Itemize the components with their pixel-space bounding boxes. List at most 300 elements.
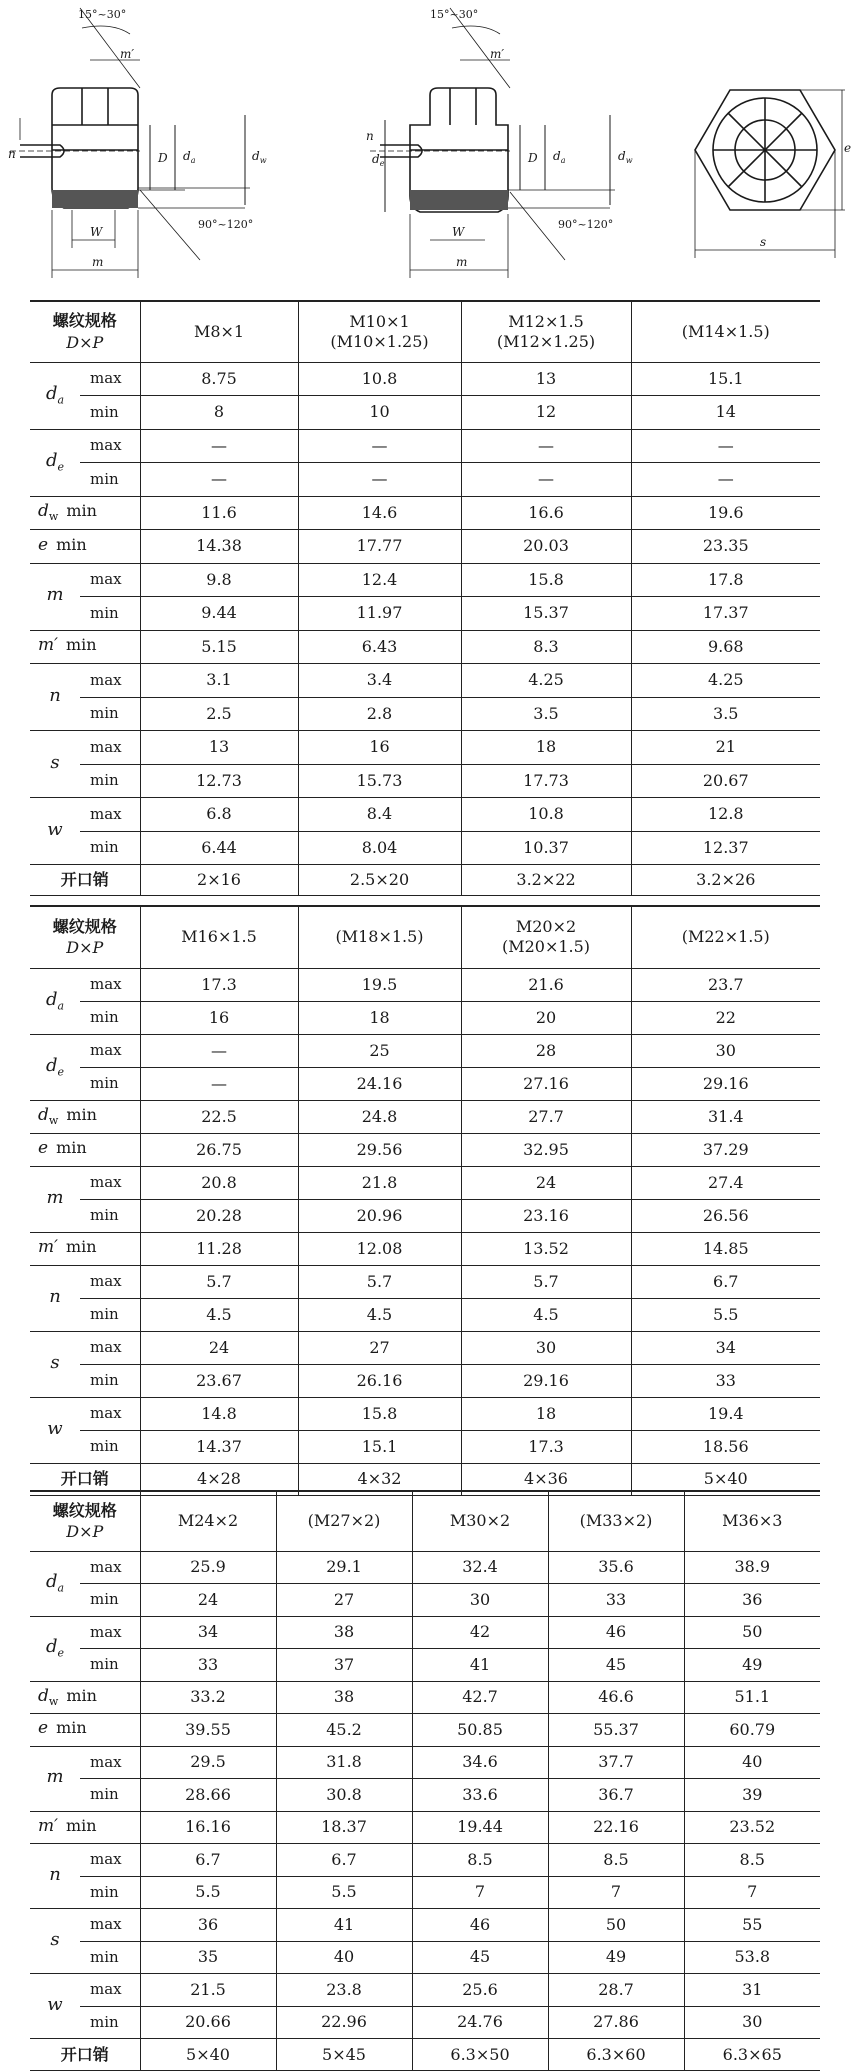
value-cell: 15.1 (298, 1430, 461, 1463)
table-row (30, 597, 820, 631)
angle-top-label: 15°~30° (78, 8, 127, 21)
table-row (30, 1941, 820, 1974)
sub-label-cell: max (80, 563, 140, 597)
spec-table-3 (30, 1490, 820, 2071)
cotter-pin-row (30, 865, 820, 896)
value-cell: 32.4 (412, 1551, 548, 1584)
col-header: M16×1.5 (140, 906, 298, 968)
sub-label-cell: min (80, 1649, 140, 1682)
table-row (30, 764, 820, 798)
parameter-cell: $d_w$ min (30, 1100, 140, 1133)
value-cell: 46 (412, 1909, 548, 1942)
parameter-cell: w (30, 798, 80, 865)
table-row (30, 1616, 820, 1649)
parameter-cell: $d_e$ (30, 429, 80, 496)
table-row (30, 1909, 820, 1942)
value-cell: 6.7 (140, 1844, 276, 1877)
value-cell: 9.68 (631, 630, 820, 664)
sub-label-cell: max (80, 1166, 140, 1199)
value-cell: 31.4 (631, 1100, 820, 1133)
value-cell: 9.44 (140, 597, 298, 631)
table-row (30, 1298, 820, 1331)
value-cell: 42 (412, 1616, 548, 1649)
n-label: n (8, 147, 16, 161)
sub-label-cell: min (80, 463, 140, 497)
value-cell: 25 (298, 1034, 461, 1067)
table-row (30, 1364, 820, 1397)
value-cell: — (298, 463, 461, 497)
value-cell: 33 (548, 1584, 684, 1617)
value-cell: 12.4 (298, 563, 461, 597)
sub-label-cell: min (80, 1067, 140, 1100)
value-cell: 8.5 (548, 1844, 684, 1877)
m-label: m (92, 255, 104, 269)
value-cell: 6.7 (631, 1265, 820, 1298)
value-cell: 19.6 (631, 496, 820, 530)
cotter-pin-row (30, 2039, 820, 2071)
value-cell: 30.8 (276, 1779, 412, 1812)
value-cell: 29.1 (276, 1551, 412, 1584)
table-row (30, 530, 820, 564)
parameter-cell: m′ min (30, 1811, 140, 1844)
value-cell: 33.6 (412, 1779, 548, 1812)
value-cell: 20.66 (140, 2006, 276, 2039)
table-row (30, 1876, 820, 1909)
value-cell: 4.5 (461, 1298, 631, 1331)
value-cell: 14.37 (140, 1430, 298, 1463)
spec-label-cell: 螺纹规格 D×P (30, 301, 140, 362)
value-cell: 21.5 (140, 1974, 276, 2007)
value-cell: 55.37 (548, 1714, 684, 1747)
sub-label-cell: min (80, 1001, 140, 1034)
value-cell: 53.8 (684, 1941, 820, 1974)
table-row (30, 831, 820, 865)
e-label: e (844, 141, 852, 155)
value-cell: — (631, 429, 820, 463)
col-header: M10×1 (M10×1.25) (298, 301, 461, 362)
da-label-2: $d_a$ (553, 149, 566, 165)
value-cell: 28.66 (140, 1779, 276, 1812)
value-cell: 17.3 (461, 1430, 631, 1463)
value-cell: 7 (548, 1876, 684, 1909)
value-cell: 13 (461, 362, 631, 396)
value-cell: 6.43 (298, 630, 461, 664)
parameter-cell: $d_a$ (30, 362, 80, 429)
sub-label-cell: min (80, 1364, 140, 1397)
sub-label-cell: min (80, 764, 140, 798)
value-cell: 27.86 (548, 2006, 684, 2039)
value-cell: 30 (631, 1034, 820, 1067)
value-cell: 29.16 (461, 1364, 631, 1397)
value-cell: 15.8 (298, 1397, 461, 1430)
value-cell: 34 (631, 1331, 820, 1364)
value-cell: 10 (298, 396, 461, 430)
value-cell: 8.75 (140, 362, 298, 396)
value-cell: 15.37 (461, 597, 631, 631)
table-row (30, 1034, 820, 1067)
sub-label-cell: min (80, 1779, 140, 1812)
value-cell: 20.67 (631, 764, 820, 798)
value-cell: 8.5 (684, 1844, 820, 1877)
sub-label-cell: max (80, 1616, 140, 1649)
value-cell: 20.03 (461, 530, 631, 564)
value-cell: 4.25 (631, 664, 820, 698)
m-prime-label: m′ (120, 47, 135, 61)
value-cell: 5.5 (631, 1298, 820, 1331)
value-cell: 3.2×26 (631, 865, 820, 896)
value-cell: 27 (276, 1584, 412, 1617)
table-row (30, 362, 820, 396)
value-cell: 8.4 (298, 798, 461, 832)
value-cell: 23.52 (684, 1811, 820, 1844)
table-row (30, 1779, 820, 1812)
sub-label-cell: max (80, 1331, 140, 1364)
table-row (30, 968, 820, 1001)
value-cell: 60.79 (684, 1714, 820, 1747)
value-cell: 5.5 (140, 1876, 276, 1909)
value-cell: 5×45 (276, 2039, 412, 2071)
W-label: W (90, 225, 103, 239)
value-cell: 23.7 (631, 968, 820, 1001)
header-row (30, 1491, 820, 1551)
value-cell: 16 (298, 731, 461, 765)
value-cell: 6.44 (140, 831, 298, 865)
value-cell: 17.77 (298, 530, 461, 564)
value-cell: — (140, 429, 298, 463)
sub-label-cell: max (80, 429, 140, 463)
parameter-cell: $d_e$ (30, 1034, 80, 1100)
table-row (30, 1584, 820, 1617)
table-row (30, 1166, 820, 1199)
value-cell: 14.85 (631, 1232, 820, 1265)
value-cell: 4.5 (140, 1298, 298, 1331)
col-header: M12×1.5 (M12×1.25) (461, 301, 631, 362)
value-cell: 19.4 (631, 1397, 820, 1430)
value-cell: 23.35 (631, 530, 820, 564)
parameter-cell: n (30, 1265, 80, 1331)
angle-bottom-label-2: 90°~120° (558, 218, 614, 231)
value-cell: 3.1 (140, 664, 298, 698)
value-cell: 3.2×22 (461, 865, 631, 896)
value-cell: 50 (548, 1909, 684, 1942)
table-row (30, 1844, 820, 1877)
figure-castle-nut (310, 0, 640, 300)
value-cell: 40 (276, 1941, 412, 1974)
value-cell: 20 (461, 1001, 631, 1034)
value-cell: 39.55 (140, 1714, 276, 1747)
table-row (30, 1551, 820, 1584)
header-row (30, 301, 820, 362)
value-cell: 5.15 (140, 630, 298, 664)
value-cell: 29.5 (140, 1746, 276, 1779)
sub-label-cell: min (80, 1584, 140, 1617)
value-cell: 9.8 (140, 563, 298, 597)
sub-label-cell: min (80, 1298, 140, 1331)
value-cell: 37.29 (631, 1133, 820, 1166)
value-cell: 33 (631, 1364, 820, 1397)
value-cell: 49 (684, 1649, 820, 1682)
spec-table-1 (30, 300, 820, 896)
parameter-cell: m (30, 1166, 80, 1232)
value-cell: 15.73 (298, 764, 461, 798)
value-cell: 50 (684, 1616, 820, 1649)
table-row (30, 1133, 820, 1166)
figure-slotted-nut (0, 0, 300, 300)
value-cell: 46 (548, 1616, 684, 1649)
value-cell: 18.37 (276, 1811, 412, 1844)
table-row (30, 664, 820, 698)
parameter-cell: m (30, 563, 80, 630)
sub-label-cell: max (80, 664, 140, 698)
cotter-pin-label: 开口销 (30, 865, 140, 896)
value-cell: 24.16 (298, 1067, 461, 1100)
value-cell: 4×32 (298, 1463, 461, 1495)
value-cell: 30 (412, 1584, 548, 1617)
table-row (30, 1746, 820, 1779)
value-cell: 19.5 (298, 968, 461, 1001)
sub-label-cell: max (80, 1844, 140, 1877)
parameter-cell: s (30, 731, 80, 798)
da-label: $d_a$ (183, 149, 196, 165)
table-row (30, 1649, 820, 1682)
value-cell: 11.6 (140, 496, 298, 530)
value-cell: 5.7 (298, 1265, 461, 1298)
value-cell: 31 (684, 1974, 820, 2007)
col-header: M8×1 (140, 301, 298, 362)
sub-label-cell: max (80, 1397, 140, 1430)
table-row (30, 1265, 820, 1298)
table-row (30, 1199, 820, 1232)
value-cell: 36 (684, 1584, 820, 1617)
value-cell: 5×40 (140, 2039, 276, 2071)
parameter-cell: m′ min (30, 630, 140, 664)
value-cell: 23.67 (140, 1364, 298, 1397)
value-cell: 18 (298, 1001, 461, 1034)
value-cell: 15.8 (461, 563, 631, 597)
value-cell: 35.6 (548, 1551, 684, 1584)
value-cell: — (461, 463, 631, 497)
value-cell: 16.16 (140, 1811, 276, 1844)
parameter-cell: $d_w$ min (30, 1681, 140, 1714)
value-cell: 14.38 (140, 530, 298, 564)
value-cell: 5.5 (276, 1876, 412, 1909)
table-row (30, 1232, 820, 1265)
value-cell: 12.73 (140, 764, 298, 798)
parameter-cell: s (30, 1331, 80, 1397)
value-cell: 20.8 (140, 1166, 298, 1199)
value-cell: 21 (631, 731, 820, 765)
value-cell: 28 (461, 1034, 631, 1067)
value-cell: 24 (461, 1166, 631, 1199)
value-cell: 26.75 (140, 1133, 298, 1166)
value-cell: 2.5 (140, 697, 298, 731)
value-cell: 4×36 (461, 1463, 631, 1495)
spec-table-2 (30, 905, 820, 1496)
value-cell: 26.16 (298, 1364, 461, 1397)
value-cell: 30 (684, 2006, 820, 2039)
value-cell: 17.73 (461, 764, 631, 798)
value-cell: 7 (684, 1876, 820, 1909)
value-cell: 31.8 (276, 1746, 412, 1779)
sub-label-cell: min (80, 597, 140, 631)
sub-label-cell: max (80, 362, 140, 396)
table-row (30, 1974, 820, 2007)
value-cell: 8.3 (461, 630, 631, 664)
figure-top-view (650, 0, 850, 300)
value-cell: 20.96 (298, 1199, 461, 1232)
value-cell: 6.3×50 (412, 2039, 548, 2071)
value-cell: 55 (684, 1909, 820, 1942)
value-cell: 3.4 (298, 664, 461, 698)
value-cell: 51.1 (684, 1681, 820, 1714)
parameter-cell: e min (30, 1714, 140, 1747)
table-row (30, 463, 820, 497)
value-cell: 41 (412, 1649, 548, 1682)
value-cell: 4.5 (298, 1298, 461, 1331)
value-cell: 28.7 (548, 1974, 684, 2007)
col-header: (M14×1.5) (631, 301, 820, 362)
parameter-cell: n (30, 1844, 80, 1909)
value-cell: 22.5 (140, 1100, 298, 1133)
table-row (30, 429, 820, 463)
value-cell: 34 (140, 1616, 276, 1649)
col-header: (M27×2) (276, 1491, 412, 1551)
table-row (30, 1714, 820, 1747)
value-cell: 27.7 (461, 1100, 631, 1133)
sub-label-cell: min (80, 1876, 140, 1909)
value-cell: 8 (140, 396, 298, 430)
value-cell: 18 (461, 1397, 631, 1430)
sub-label-cell: max (80, 1974, 140, 2007)
table-row (30, 1430, 820, 1463)
table-row (30, 697, 820, 731)
parameter-cell: $d_w$ min (30, 496, 140, 530)
col-header: (M33×2) (548, 1491, 684, 1551)
value-cell: 25.9 (140, 1551, 276, 1584)
value-cell: 6.3×60 (548, 2039, 684, 2071)
value-cell: — (298, 429, 461, 463)
value-cell: 12.08 (298, 1232, 461, 1265)
value-cell: 17.37 (631, 597, 820, 631)
value-cell: 40 (684, 1746, 820, 1779)
cotter-pin-label: 开口销 (30, 1463, 140, 1495)
table-row (30, 731, 820, 765)
value-cell: 13.52 (461, 1232, 631, 1265)
sub-label-cell: min (80, 831, 140, 865)
value-cell: 29.16 (631, 1067, 820, 1100)
table-row (30, 630, 820, 664)
col-header: M30×2 (412, 1491, 548, 1551)
value-cell: 33.2 (140, 1681, 276, 1714)
value-cell: 6.3×65 (684, 2039, 820, 2071)
m-prime-label-2: m′ (490, 47, 505, 61)
sub-label-cell: min (80, 1430, 140, 1463)
table-row (30, 798, 820, 832)
value-cell: 35 (140, 1941, 276, 1974)
value-cell: 45 (412, 1941, 548, 1974)
parameter-cell: m (30, 1746, 80, 1811)
de-label: $d_e$ (372, 152, 385, 168)
value-cell: 17.3 (140, 968, 298, 1001)
value-cell: 25.6 (412, 1974, 548, 2007)
value-cell: 6.7 (276, 1844, 412, 1877)
value-cell: 20.28 (140, 1199, 298, 1232)
value-cell: 18.56 (631, 1430, 820, 1463)
value-cell: 22.96 (276, 2006, 412, 2039)
parameter-cell: w (30, 1397, 80, 1463)
s-label: s (760, 235, 767, 249)
sub-label-cell: min (80, 1941, 140, 1974)
table-row (30, 396, 820, 430)
nut-drawings (0, 0, 852, 300)
table-row (30, 1001, 820, 1034)
value-cell: 49 (548, 1941, 684, 1974)
spec-label-cell: 螺纹规格 D×P (30, 1491, 140, 1551)
col-header: M36×3 (684, 1491, 820, 1551)
parameter-cell: e min (30, 1133, 140, 1166)
value-cell: 5×40 (631, 1463, 820, 1495)
value-cell: 17.8 (631, 563, 820, 597)
value-cell: 24.8 (298, 1100, 461, 1133)
value-cell: 14 (631, 396, 820, 430)
col-header: M24×2 (140, 1491, 276, 1551)
D-label-2: D (528, 151, 538, 165)
table-row (30, 1681, 820, 1714)
dw-label: $d_w$ (252, 149, 267, 165)
parameter-cell: w (30, 1974, 80, 2039)
sub-label-cell: max (80, 1034, 140, 1067)
value-cell: 22.16 (548, 1811, 684, 1844)
value-cell: 16.6 (461, 496, 631, 530)
table-row (30, 1397, 820, 1430)
spec-label-cell: 螺纹规格 D×P (30, 906, 140, 968)
value-cell: 10.8 (461, 798, 631, 832)
table-row (30, 563, 820, 597)
value-cell: 5.7 (140, 1265, 298, 1298)
value-cell: 7 (412, 1876, 548, 1909)
value-cell: 45 (548, 1649, 684, 1682)
value-cell: 15.1 (631, 362, 820, 396)
header-row (30, 906, 820, 968)
sub-label-cell: min (80, 1199, 140, 1232)
sub-label-cell: min (80, 396, 140, 430)
value-cell: 37 (276, 1649, 412, 1682)
sub-label-cell: max (80, 1746, 140, 1779)
value-cell: 21.8 (298, 1166, 461, 1199)
value-cell: 3.5 (631, 697, 820, 731)
value-cell: 18 (461, 731, 631, 765)
value-cell: 23.16 (461, 1199, 631, 1232)
value-cell: 8.5 (412, 1844, 548, 1877)
value-cell: 13 (140, 731, 298, 765)
value-cell: — (461, 429, 631, 463)
value-cell: 45.2 (276, 1714, 412, 1747)
value-cell: 12.37 (631, 831, 820, 865)
value-cell: — (140, 1034, 298, 1067)
col-header: (M18×1.5) (298, 906, 461, 968)
table-row (30, 1067, 820, 1100)
value-cell: 2.8 (298, 697, 461, 731)
sub-label-cell: min (80, 2006, 140, 2039)
value-cell: 32.95 (461, 1133, 631, 1166)
value-cell: 6.8 (140, 798, 298, 832)
value-cell: 11.28 (140, 1232, 298, 1265)
parameter-cell: $d_a$ (30, 1551, 80, 1616)
value-cell: 38 (276, 1681, 412, 1714)
sub-label-cell: max (80, 1909, 140, 1942)
value-cell: 27.4 (631, 1166, 820, 1199)
value-cell: 38.9 (684, 1551, 820, 1584)
